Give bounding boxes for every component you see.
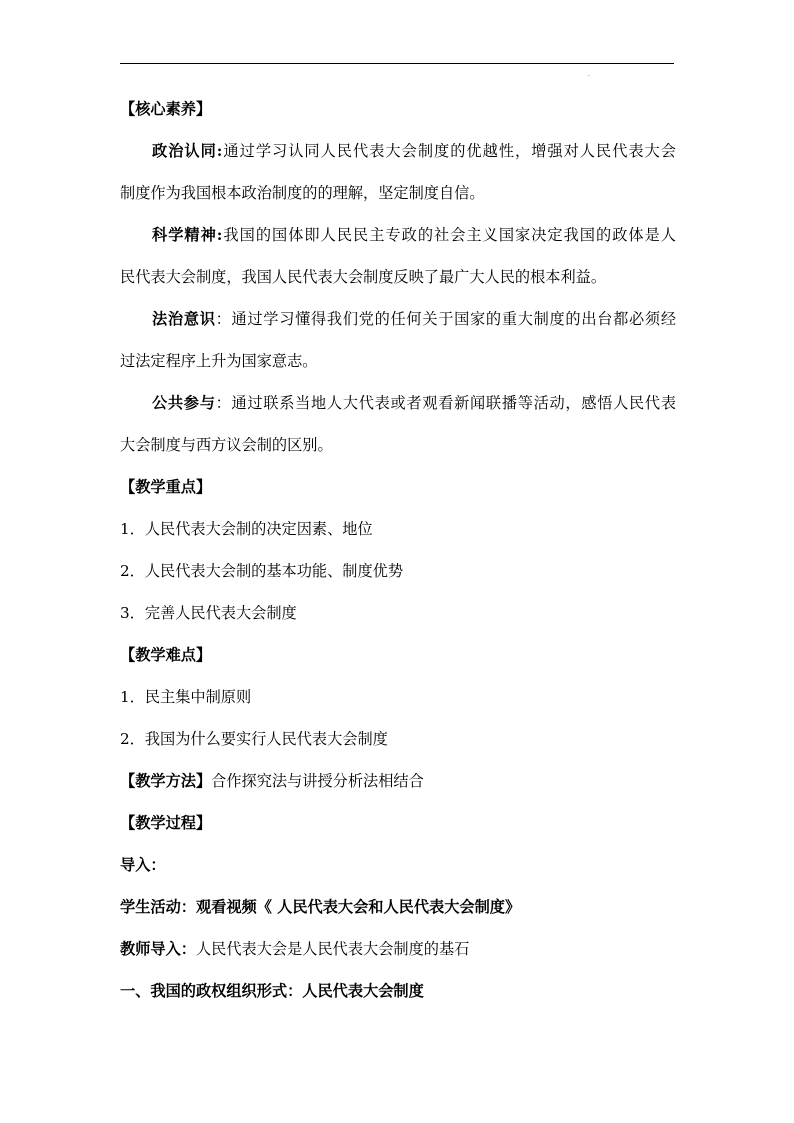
key-point-item: 3．完善人民代表大会制度 — [120, 604, 297, 622]
student-activity-line — [120, 886, 676, 928]
rule-of-law-term: 法治意识 — [152, 310, 216, 328]
public-participation-text1: ：通过联系当地人大代表或者观看新闻联播等活动，感悟人民代表 — [215, 394, 677, 412]
student-activity-label: 学生活动： — [120, 898, 196, 916]
header-rule — [120, 63, 674, 64]
header-dot: . — [588, 71, 590, 78]
science-spirit-term: 科学精神: — [152, 226, 223, 244]
student-activity-text: 观看视频《 人民代表大会和人民代表大会制度》 — [195, 898, 521, 916]
rule-of-law-text1: ：通过学习懂得我们党的任何关于国家的重大制度的出台都必须经 — [215, 310, 677, 328]
political-identity-term: 政治认同: — [152, 142, 223, 160]
political-identity-line2: 制度作为我国根本政治制度的的理解，坚定制度自信。 — [120, 184, 485, 202]
core-literacy-heading: 【核心素养】 — [120, 100, 212, 118]
difficulties-heading: 【教学难点】 — [120, 646, 212, 664]
method-line — [120, 760, 676, 802]
key-point-item: 2．人民代表大会制的基本功能、制度优势 — [120, 562, 404, 580]
document-body — [120, 88, 676, 1012]
process-heading: 【教学过程】 — [120, 814, 212, 832]
science-spirit-text1: 我国的国体即人民民主专政的社会主义国家决定我国的政体是人 — [222, 226, 676, 244]
political-identity-text1: 通过学习认同人民代表大会制度的优越性，增强对人民代表大会 — [222, 142, 676, 160]
teacher-intro-line — [120, 928, 676, 970]
teacher-intro-text: 人民代表大会是人民代表大会制度的基石 — [195, 940, 470, 958]
public-participation-line2: 大会制度与西方议会制的区别。 — [120, 436, 333, 454]
science-spirit-line2: 民代表大会制度，我国人民代表大会制度反映了最广大人民的根本利益。 — [120, 268, 606, 286]
difficulty-item: 1．民主集中制原则 — [120, 688, 252, 706]
intro-label: 导入： — [120, 856, 166, 874]
key-points-heading: 【教学重点】 — [120, 478, 212, 496]
public-participation-line1 — [120, 382, 676, 424]
difficulty-item: 2．我国为什么要实行人民代表大会制度 — [120, 730, 388, 748]
key-point-item: 1．人民代表大会制的决定因素、地位 — [120, 520, 373, 538]
public-participation-term: 公共参与 — [152, 394, 216, 412]
rule-of-law-line1 — [120, 298, 676, 340]
method-heading: 【教学方法】 — [120, 772, 212, 790]
science-spirit-line1 — [120, 214, 676, 256]
political-identity-line1 — [120, 130, 676, 172]
rule-of-law-line2: 过法定程序上升为国家意志。 — [120, 352, 318, 370]
method-text: 合作探究法与讲授分析法相结合 — [211, 772, 424, 790]
section-one-heading: 一、我国的政权组织形式：人民代表大会制度 — [120, 982, 424, 1000]
teacher-intro-label: 教师导入： — [120, 940, 196, 958]
